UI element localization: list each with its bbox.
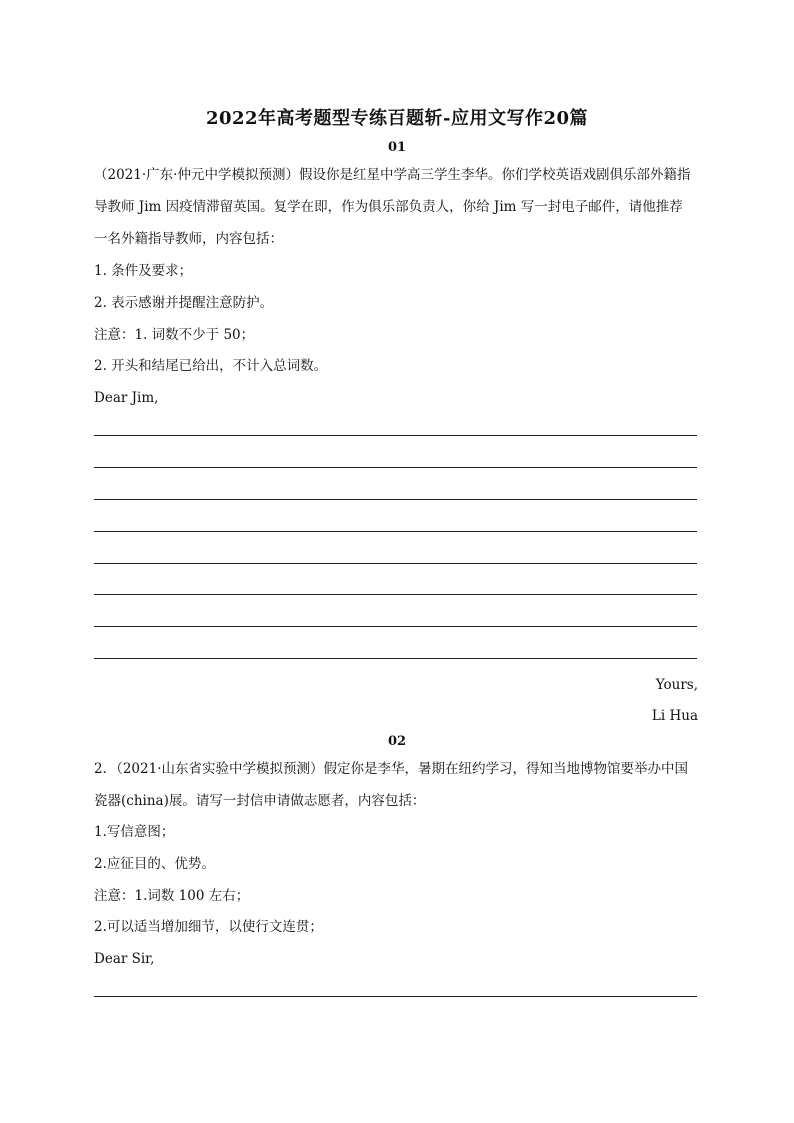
q1-note-1: 注意：1. 词数不少于 50； [94, 327, 255, 343]
writing-line [94, 626, 697, 627]
q1-closing: Yours, [655, 677, 698, 693]
q1-prompt-line-2: 导教师 Jim 因疫情滞留英国。复学在即，作为俱乐部负责人，你给 Jim 写一封电子邮件，请他推荐 [94, 199, 683, 215]
writing-line [94, 594, 697, 595]
q2-note-2: 2.可以适当增加细节，以使行文连贯； [94, 919, 323, 935]
writing-line [94, 499, 697, 500]
q2-note-1: 注意：1.词数 100 左右； [94, 888, 250, 904]
page-title: 2022年高考题型专练百题斩-应用文写作20篇 [205, 108, 589, 129]
q2-prompt-line-2: 瓷器(china)展。请写一封信申请做志愿者，内容包括： [94, 793, 426, 809]
writing-line [94, 563, 697, 564]
q1-signature: Li Hua [651, 708, 698, 724]
writing-line [94, 467, 697, 468]
writing-line [94, 531, 697, 532]
q2-point-1: 1.写信意图； [94, 824, 175, 840]
q1-greeting: Dear Jim, [94, 390, 159, 406]
q1-point-1: 1. 条件及要求； [94, 263, 193, 279]
writing-line [94, 658, 697, 659]
q1-point-2: 2. 表示感谢并提醒注意防护。 [94, 295, 274, 311]
writing-line [94, 435, 697, 436]
q1-note-2: 2. 开头和结尾已给出，不计入总词数。 [94, 358, 328, 374]
question-number-02: 02 [387, 734, 407, 749]
q1-prompt-line-3: 一名外籍指导教师，内容包括： [94, 231, 283, 247]
question-number-01: 01 [387, 140, 407, 155]
q2-point-2: 2.应征目的、优势。 [94, 856, 215, 872]
q2-greeting: Dear Sir, [94, 951, 155, 967]
q1-prompt-line-1: （2021·广东·仲元中学模拟预测）假设你是红星中学高三学生李华。你们学校英语戏剧俱乐部外籍指 [94, 167, 691, 183]
q2-prompt-line-1: 2．（2021·山东省实验中学模拟预测）假定你是李华，暑期在纽约学习，得知当地博物馆要举办中国 [94, 761, 688, 777]
writing-line [94, 996, 697, 997]
